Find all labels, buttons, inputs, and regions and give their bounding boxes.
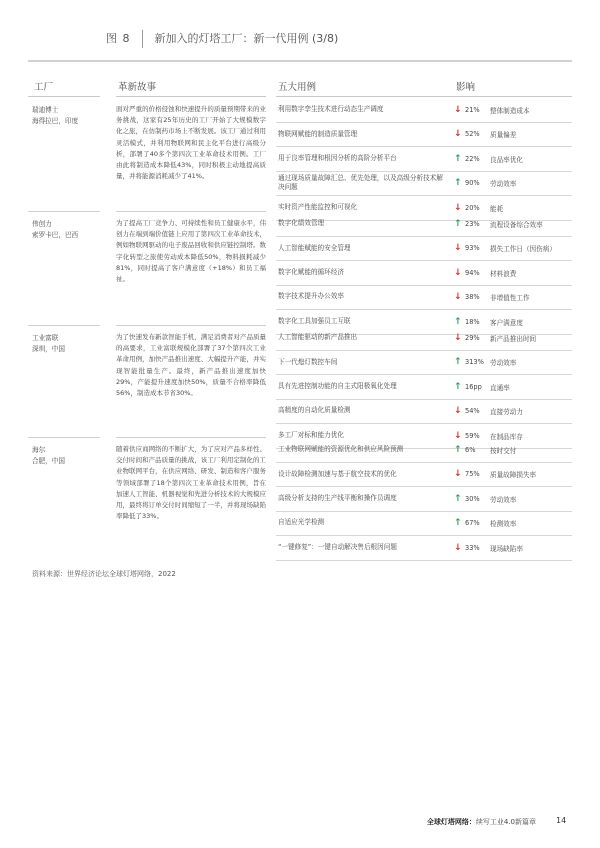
impact-value: 75% xyxy=(465,470,480,479)
table-row xyxy=(276,122,572,147)
table-row xyxy=(276,462,572,487)
usecase-label: 高级分析支持的生产线平衡和操作员调度 xyxy=(278,494,397,503)
factory-cell xyxy=(32,333,102,354)
top-rule xyxy=(28,60,572,62)
usecase-label: 高精度的自动化质量检测 xyxy=(278,406,351,415)
impact-metric: 客户满意度 xyxy=(490,318,523,327)
col-head-story: 革新故事 xyxy=(118,82,157,93)
usecase-label: 人工智能驱动的新产品推出 xyxy=(278,333,358,342)
arrow-up-icon: ↑ xyxy=(454,178,462,189)
factory-name: 海尔 xyxy=(32,446,46,454)
usecase-label: 实时资产性能监控和可视化 xyxy=(278,202,358,211)
usecase-label: “一键修复”：一键自动解决售后根因问题 xyxy=(278,542,397,551)
header-rule-usecases xyxy=(276,96,572,97)
impact-value: 29% xyxy=(465,334,480,342)
arrow-down-icon: ↓ xyxy=(454,267,462,278)
table-row xyxy=(276,399,572,424)
usecase-label: 工业物联网赋能的资源优化和供应风险预测 xyxy=(278,445,404,454)
impact-value: 93% xyxy=(465,244,480,253)
impact-metric: 整体制造成本 xyxy=(490,107,530,115)
impact-value: 94% xyxy=(465,268,480,277)
arrow-up-icon: ↑ xyxy=(454,493,462,504)
impact-metric: 按时交付 xyxy=(490,447,517,455)
impact-metric: 直接劳动力 xyxy=(490,408,523,417)
factory-name: 瑞迪博士 xyxy=(32,106,59,114)
arrow-up-icon: ↑ xyxy=(454,153,462,164)
factory-name: 伟创力 xyxy=(32,220,52,228)
impact-value: 6% xyxy=(465,446,476,454)
arrow-up-icon: ↑ xyxy=(454,219,462,229)
impact-value: 22% xyxy=(465,154,480,163)
header-divider xyxy=(142,30,143,48)
impact-value: 59% xyxy=(465,431,480,440)
factory-name: 工业富联 xyxy=(32,334,59,342)
impact-metric: 现场缺陷率 xyxy=(490,544,523,553)
arrow-up-icon: ↑ xyxy=(454,316,462,327)
arrow-down-icon: ↓ xyxy=(454,105,462,115)
usecase-label: 用于良率管理和根因分析的高阶分析平台 xyxy=(278,154,397,163)
arrow-up-icon: ↑ xyxy=(454,357,462,368)
impact-metric: 质量偏差 xyxy=(490,131,517,140)
source-note: 资料来源：世界经济论坛全球灯塔网络，2022 xyxy=(32,570,176,578)
table-row xyxy=(276,350,572,375)
impact-value: 21% xyxy=(465,106,480,114)
impact-value: 18% xyxy=(465,317,480,326)
impact-metric: 检测效率 xyxy=(490,520,517,529)
impact-value: 313% xyxy=(465,358,484,367)
impact-value: 67% xyxy=(465,519,480,528)
impact-metric: 流程设备综合效率 xyxy=(490,221,543,229)
innovation-story: 为了提高工厂竞争力、可持续性和员工健康水平，伟创力在端到端价值链上应用了第四次工业革命技术，例如物联网驱动的电子废品回收和供应链控制塔。数字化转型之旅使劳动成本降低50%，物料损耗减少81%，同时提高了客户满意度（+18%）和员工福祉。 xyxy=(116,219,266,284)
arrow-down-icon: ↓ xyxy=(454,333,462,343)
impact-value: 38% xyxy=(465,293,480,302)
arrow-down-icon: ↓ xyxy=(454,292,462,303)
table-row xyxy=(276,261,572,286)
impact-value: 20% xyxy=(465,203,480,212)
usecase-label: 具有先进控制功能的自主式阳极氧化处理 xyxy=(278,382,397,391)
impact-value: 23% xyxy=(465,220,480,228)
arrow-down-icon: ↓ xyxy=(454,406,462,417)
impact-metric: 质量故障损失率 xyxy=(490,471,537,480)
factory-group xyxy=(28,212,572,334)
innovation-story: 为了快速发布新款智能手机，满足消费者对产品质量的高要求，工业富联规模化部署了37个第四次工业革命用例，加快产品推出速度、大幅提升产能，并实现智能批量生产。最终，新产品推出速度加快29%，产能提升速度加快50%，质量不合格率降低56%，制造成本节省30%。 xyxy=(116,333,266,398)
usecase-label: 利用数字孪生技术进行动态生产调度 xyxy=(278,105,384,114)
table-row xyxy=(276,326,572,351)
impact-metric: 劳动效率 xyxy=(490,359,517,368)
impact-value: 54% xyxy=(465,407,480,416)
innovation-story: 随着供应商网络的不断扩大，为了应对产品多样性、交付时间和产品质量的挑战，该工厂利用定制化的工业物联网平台，在供应网络、研发、制造和客户服务等领域部署了18个第四次工业革命技术用例，旨在加速人工智能、机器视觉和先进分析技术的大规模应用，最终将订单交付时间缩短了一半，并将现场缺陷率降低了33%。 xyxy=(116,445,266,521)
table-row xyxy=(276,511,572,536)
usecase-label: 数字化工具加强员工互联 xyxy=(278,316,351,325)
impact-metric: 新产品推出时间 xyxy=(490,335,537,343)
table-row xyxy=(276,438,572,463)
factory-location: 海得拉巴，印度 xyxy=(32,116,79,125)
table-row xyxy=(276,487,572,512)
header-rule-story xyxy=(116,96,266,97)
table-row xyxy=(276,98,572,123)
arrow-down-icon: ↓ xyxy=(454,542,462,553)
arrow-down-icon: ↓ xyxy=(454,243,462,254)
impact-metric: 良品率优化 xyxy=(490,155,523,164)
col-head-impact: 影响 xyxy=(456,82,476,93)
arrow-down-icon: ↓ xyxy=(454,430,462,441)
usecase-label: 设计故障检测加速与基于航空技术的优化 xyxy=(278,469,397,478)
factory-location: 深圳，中国 xyxy=(32,344,65,353)
factory-group xyxy=(28,326,572,448)
footer-text: 全球灯塔网络：续写工业4.0新篇章 xyxy=(426,818,536,826)
usecase-label: 数字化赋能的循环经济 xyxy=(278,268,344,277)
figure-header xyxy=(106,30,338,48)
factory-cell xyxy=(32,445,102,466)
usecase-label: 物联网赋能的制造质量管理 xyxy=(278,129,358,138)
impact-value: 16pp xyxy=(465,382,482,391)
impact-metric: 非增值性工作 xyxy=(490,294,530,303)
usecase-label: 通过现场质量故障汇总、优先处理，以及高级分析技术解决问题 xyxy=(278,173,443,192)
impact-metric: 损失工作日（因伤病） xyxy=(490,245,556,254)
impact-value: 90% xyxy=(465,179,480,188)
usecase-label: 数字技术提升办公效率 xyxy=(278,292,344,301)
arrow-up-icon: ↑ xyxy=(454,381,462,392)
arrow-down-icon: ↓ xyxy=(454,129,462,140)
factory-group xyxy=(28,438,572,560)
page-number: 14 xyxy=(556,816,567,825)
impact-metric: 材料浪费 xyxy=(490,269,517,278)
table-row xyxy=(276,171,572,196)
header-rule-factory xyxy=(28,96,100,97)
figure-label: 图 8 xyxy=(106,32,131,45)
arrow-down-icon: ↓ xyxy=(454,469,462,480)
impact-metric: 直通率 xyxy=(490,383,510,392)
usecase-label: 下一代熄灯数控车间 xyxy=(278,357,338,366)
col-head-usecases: 五大用例 xyxy=(278,82,317,93)
factory-cell xyxy=(32,105,102,126)
impact-metric: 劳动效率 xyxy=(490,495,517,504)
figure-title: 新加入的灯塔工厂：新一代用例 (3/8) xyxy=(154,32,339,45)
col-head-factory: 工厂 xyxy=(34,82,54,93)
innovation-story: 面对严重的价格侵蚀和快速提升的质量预期带来的业务挑战，这家有25年历史的工厂开始了大规模数字化之旅，在仿制药市场上不断发展。该工厂通过利用灵活模式，并利用物联网和民主化平台进行高级分析，部署了40多个第四次工业革命技术用例。工厂由此将制造成本降低43%，同时积极主动地提高质量，并将能源消耗减少了41%。 xyxy=(116,105,266,181)
impact-value: 33% xyxy=(465,543,480,552)
usecase-label: 人工智能赋能的安全管理 xyxy=(278,243,351,252)
usecase-label: 多工厂对标和能力优化 xyxy=(278,430,344,439)
factory-cell xyxy=(32,219,102,240)
impact-value: 30% xyxy=(465,494,480,503)
table-row xyxy=(276,147,572,172)
factory-location: 合肥，中国 xyxy=(32,456,65,465)
table-row xyxy=(276,375,572,400)
usecase-label: 数字化绩效管理 xyxy=(278,219,325,228)
impact-metric: 劳动效率 xyxy=(490,180,517,189)
arrow-up-icon: ↑ xyxy=(454,445,462,455)
table-row xyxy=(276,285,572,310)
usecase-label: 自适应光学检测 xyxy=(278,518,325,527)
factory-location: 索罗卡巴，巴西 xyxy=(32,230,79,239)
impact-metric: 能耗 xyxy=(490,204,504,213)
table-row xyxy=(276,536,572,561)
impact-value: 52% xyxy=(465,130,480,139)
factory-group xyxy=(28,98,572,220)
impact-metric: 在制品库存 xyxy=(490,432,523,441)
table-row xyxy=(276,212,572,237)
arrow-down-icon: ↓ xyxy=(454,202,462,213)
arrow-up-icon: ↑ xyxy=(454,518,462,529)
table-row xyxy=(276,236,572,261)
